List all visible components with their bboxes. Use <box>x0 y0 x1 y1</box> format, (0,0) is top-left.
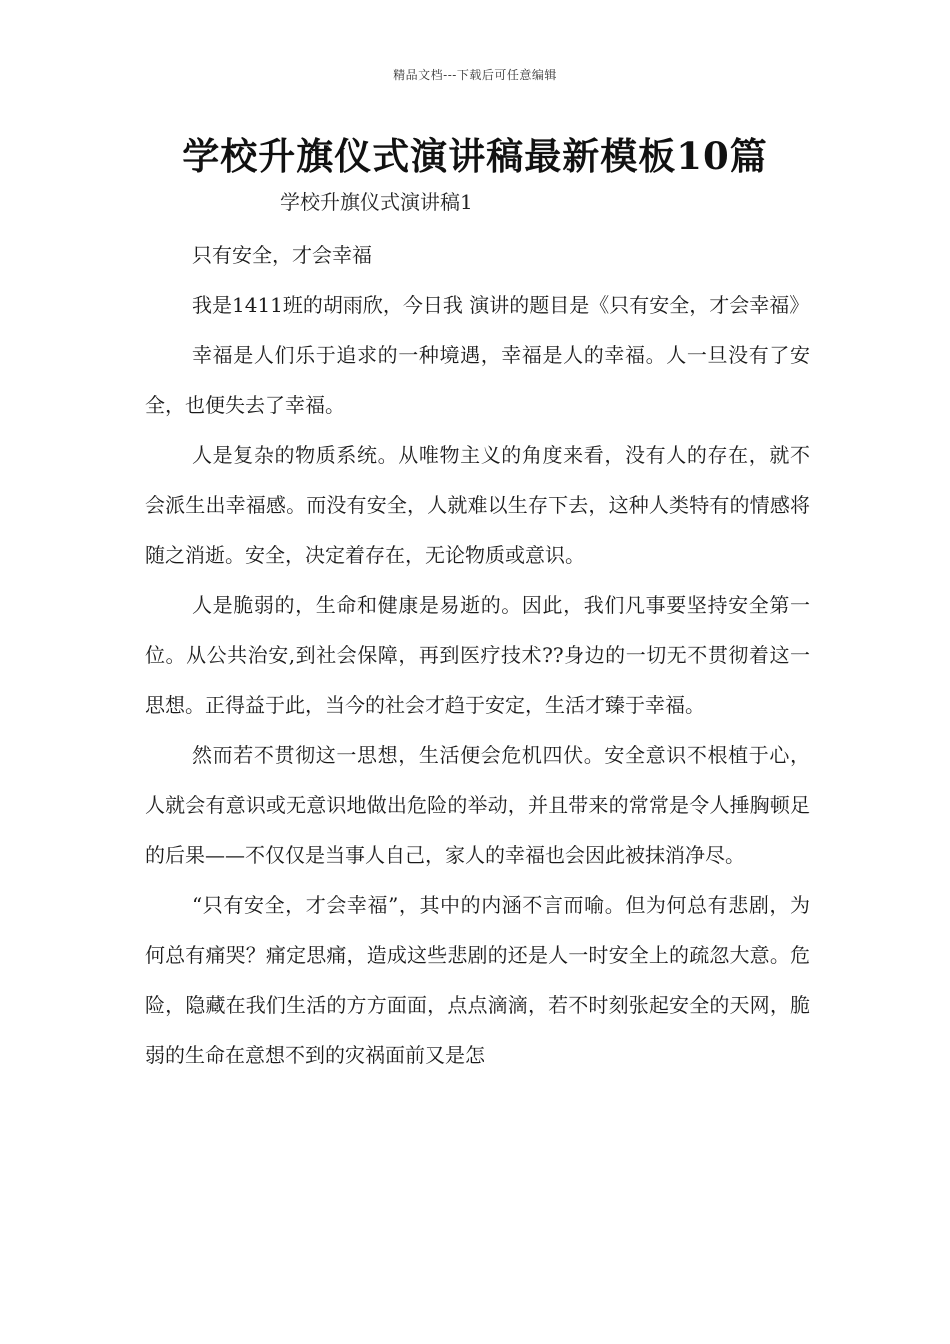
paragraph: “只有安全，才会幸福”，其中的内涵不言而喻。但为何总有悲剧，为何总有痛哭？痛定思痛，造成这些悲剧的还是人一时安全上的疏忽大意。危险，隐藏在我们生活的方方面面，点点滴滴，若不时刻张起安全的天网，脆弱的生命在意想不到的灾祸面前又是怎 <box>145 893 810 1067</box>
paragraph: 人是复杂的物质系统。从唯物主义的角度来看，没有人的存在，就不会派生出幸福感。而没有安全，人就难以生存下去，这种人类特有的情感将随之消逝。安全，决定着存在，无论物质或意识。 <box>145 443 810 567</box>
paragraph: 然而若不贯彻这一思想，生活便会危机四伏。安全意识不根植于心，人就会有意识或无意识地做出危险的举动，并且带来的常常是令人捶胸顿足的后果——不仅仅是当事人自己，家人的幸福也会因此被抹消净尽。 <box>145 743 810 867</box>
paragraph: 人是脆弱的，生命和健康是易逝的。因此，我们凡事要坚持安全第一位。从公共治安,到社会保障，再到医疗技术??身边的一切无不贯彻着这一思想。正得益于此，当今的社会才趋于安定，生活才臻于幸福。 <box>145 593 810 717</box>
header-note: 精品文档---下载后可任意编辑 <box>393 68 557 82</box>
document-title: 学校升旗仪式演讲稿最新模板10篇 <box>182 134 768 178</box>
section-subtitle: 学校升旗仪式演讲稿1 <box>280 190 473 214</box>
paragraph: 幸福是人们乐于追求的一种境遇，幸福是人的幸福。人一旦没有了安全，也便失去了幸福。 <box>145 343 810 417</box>
body-text <box>145 230 810 1080</box>
paragraph: 只有安全，才会幸福 <box>192 243 372 267</box>
paragraph: 我是1411班的胡雨欣，今日我 演讲的题目是《只有安全，才会幸福》 <box>192 293 810 317</box>
